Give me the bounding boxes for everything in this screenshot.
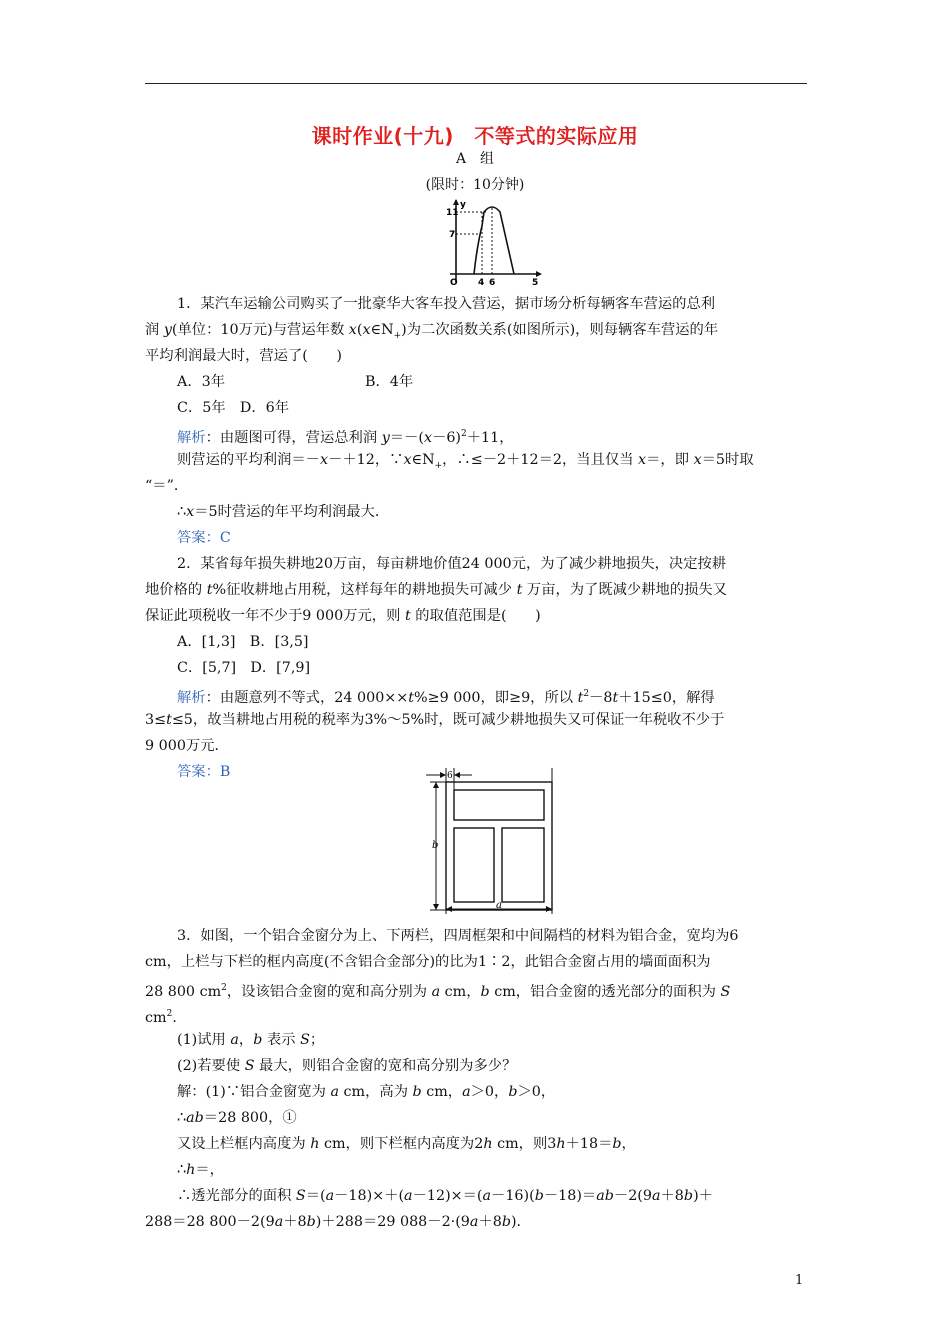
q3-line2: cm，上栏与下栏的框内高度(不含铝合金部分)的比为1∶2，此铝合金窗占用的墙面面积为 [145, 954, 711, 970]
q1-solution-3: “＝”． [145, 478, 189, 494]
q1-solution-1: 解析：由题图可得，营运总利润 $y=-(x-6)^2+11$， [177, 429, 514, 446]
q2-solution-3: 9 000万元． [145, 738, 229, 754]
q3-line4: $cm^2$． [145, 1009, 187, 1026]
label-6: 6 [447, 771, 453, 781]
time-limit: (限时：10分钟) [425, 177, 525, 193]
a-arrow-right [546, 906, 552, 912]
q2-options-ab: A．[1,3] B．[3,5] [177, 634, 309, 650]
q3-part2: (2)若要使 S 最大，则铝合金窗的宽和高分别为多少？ [177, 1058, 517, 1074]
bottom-left-pane [454, 828, 494, 902]
q2-solution-2: 3≤t≤5，故当耕地占用税的税率为3%～5%时，既可减少耕地损失又可保证一年税收不少于 [145, 712, 725, 728]
label-6: 6 [489, 278, 496, 288]
arrow-right-head [454, 772, 460, 778]
q3-part1: (1)试用 a，b 表示 S； [177, 1032, 325, 1048]
q3-line1: 3．如图，一个铝合金窗分为上、下两栏，四周框架和中间隔档的材料为铝合金，宽均为6 [177, 928, 739, 944]
label-a: a [496, 900, 502, 911]
q2-line2: 地价格的 t%征收耕地占用税，这样每年的耕地损失可减少 t 万亩，为了既减少耕地的损失又 [145, 582, 728, 598]
page-number: 1 [795, 1273, 804, 1288]
profit-graph [444, 198, 544, 288]
label-11: 11 [446, 208, 459, 218]
label-7: 7 [449, 230, 456, 240]
q2-solution-1: 解析：由题意列不等式，24 000××t%≥9 000，即≥9，所以 $t^2-8t+15\le 0$，解得 [177, 689, 715, 706]
b-arrow-top [433, 782, 439, 788]
q3-line3: 28 800 $cm^2$，设该铝合金窗的宽和高分别为 a cm，b cm，铝合金窗的透光部分的面积为 S [145, 983, 731, 1000]
q3-solution-6: 288＝28 800－2(9a＋8b)＋288＝29 088－2·(9a＋8b)． [145, 1214, 531, 1230]
label-origin: O [450, 278, 458, 288]
q2-line1: 2．某省每年损失耕地20万亩，每亩耕地价值24 000元，为了减少耕地损失，决定按耕 [177, 556, 727, 572]
label-4: 4 [478, 278, 485, 288]
q3-solution-3: 又设上栏框内高度为 h cm，则下栏框内高度为2h cm，则3h＋18＝b， [177, 1136, 636, 1152]
top-pane [454, 790, 544, 820]
q1-option-a: A．3年 [177, 374, 226, 390]
outer-frame [446, 782, 552, 910]
q2-options-cd: C．[5,7] D．[7,9] [177, 660, 311, 676]
b-arrow-bottom [433, 904, 439, 910]
q3-solution-2: ∴ab＝28 800，① [177, 1110, 297, 1126]
q1-line2: 润 y(单位：10万元)与营运年数 $x(x\in N_+)$为二次函数关系(如图所示)，则每辆客车营运的年 [145, 322, 719, 341]
label-y: y [460, 200, 466, 210]
q1-options-cd: C．5年 D．6年 [177, 400, 290, 416]
q2-answer: 答案：B [177, 764, 231, 780]
a-arrow-left [446, 906, 452, 912]
q3-solution-5: ∴透光部分的面积 S＝(a－18)×＋(a－12)×＝(a－16)(b－18)＝ab－2(9a＋8b)＋ [177, 1188, 713, 1204]
x-axis-arrow [536, 271, 542, 277]
q1-line3: 平均利润最大时，营运了( ) [145, 348, 343, 364]
window-diagram [418, 766, 568, 916]
q1-line1: 1．某汽车运输公司购买了一批豪华大客车投入营运，据市场分析每辆客车营运的总利 [177, 296, 716, 312]
q1-solution-2: 则营运的平均利润＝－x－＋12，$\because x\in N_+$，∴≤－2＋12＝2，当且仅当 x＝，即 x＝5时取 [177, 452, 754, 471]
q1-option-b: B．4年 [365, 374, 414, 390]
q1-answer: 答案：C [177, 530, 231, 546]
parabola-curve [474, 207, 514, 274]
q3-solution-4: ∴h＝， [177, 1162, 224, 1178]
q1-solution-4: ∴x＝5时营运的年平均利润最大． [177, 504, 390, 520]
label-b: b [432, 840, 439, 851]
q2-line3: 保证此项税收一年不少于9 000万元，则 t 的取值范围是( ) [145, 608, 541, 624]
arrow-left-head [440, 772, 446, 778]
group-label: A 组 [455, 151, 495, 167]
label-x: 5 [532, 278, 539, 288]
q3-solution-1: 解：(1)∵铝合金窗宽为 a cm，高为 b cm，a＞0，b＞0， [177, 1084, 556, 1100]
y-axis-arrow [453, 199, 459, 205]
header-rule [145, 83, 807, 84]
bottom-right-pane [502, 828, 544, 902]
page-title: 课时作业(十九) 不等式的实际应用 [311, 124, 639, 148]
